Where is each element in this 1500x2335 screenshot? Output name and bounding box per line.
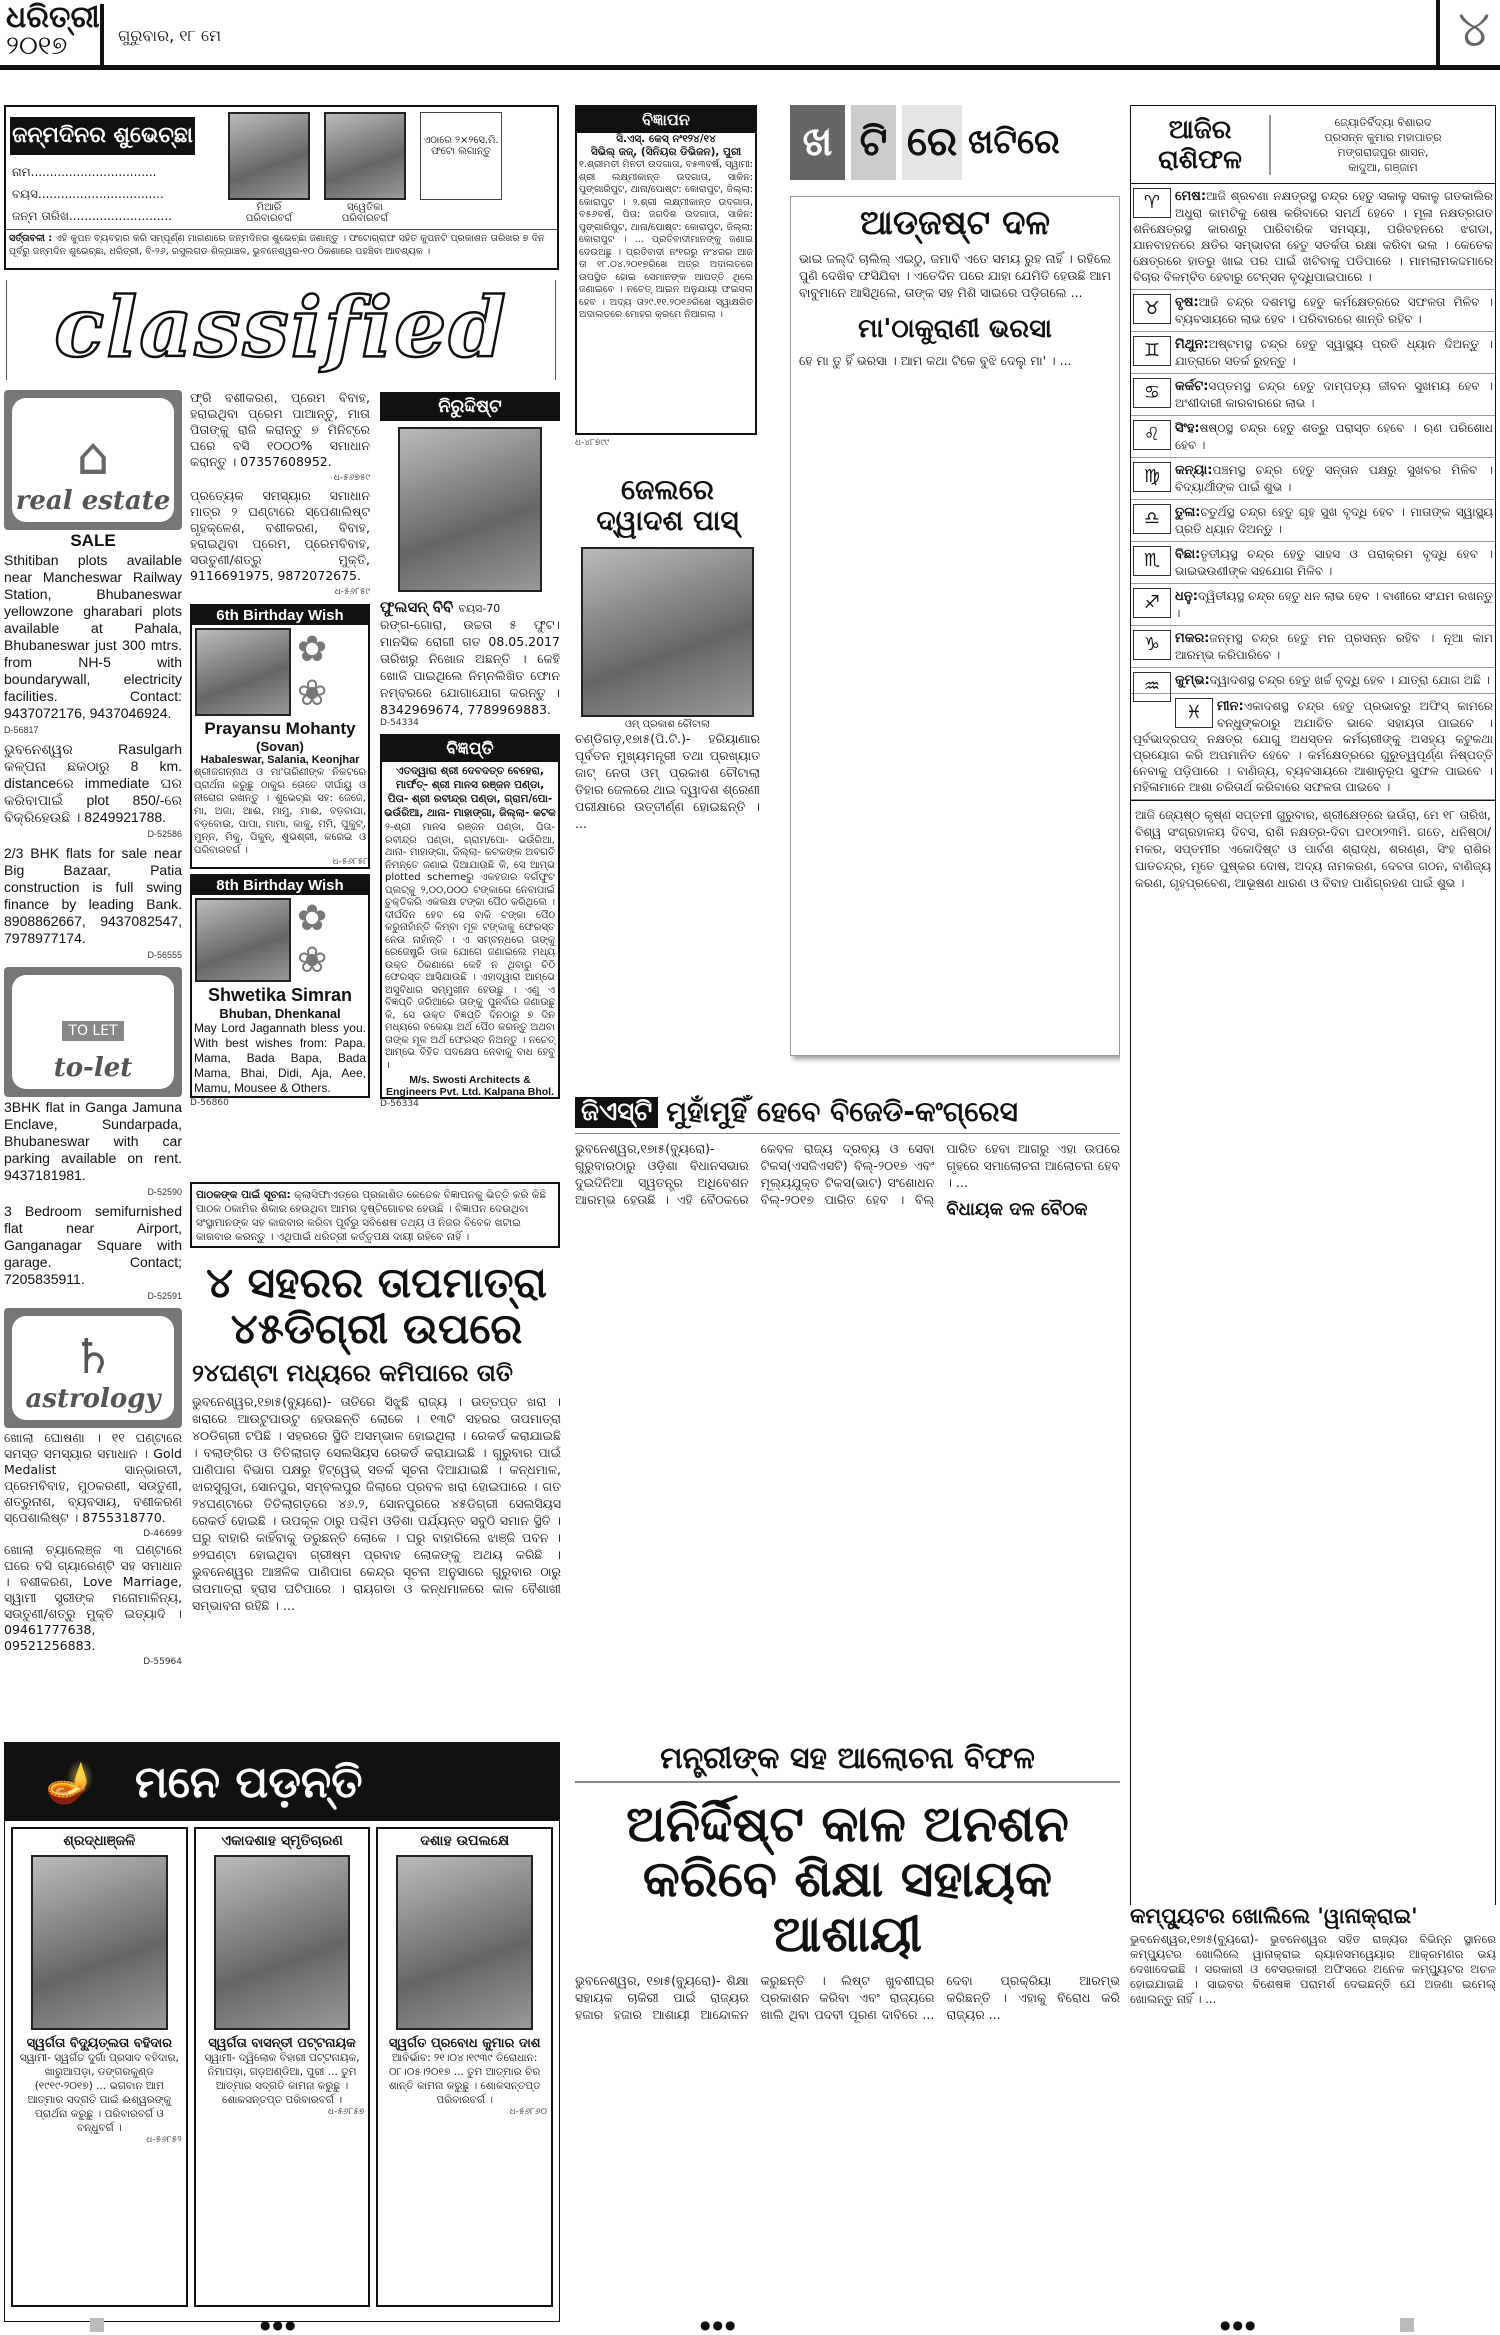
rashi-entry: ♌ ସିଂହ:ଷଷ୍ଠସ୍ଥ ଚନ୍ଦ୍ର ହେତୁ ଶତ୍ରୁ ପରାସ୍ତ ହେବେ । ଋଣ ପରିଶୋଧ ହେବ । [1131, 416, 1495, 458]
flower-icon: ✿ ❀ [297, 898, 328, 981]
ad-code: ଧ-୫୬୮୫୮ [332, 857, 368, 867]
khati-body-2: ହେ ମା ତୁ ହିଁ ଭରସା । ଆମ କଥା ଟିକେ ବୁଝି ଦେଲୁ ମା' । ... [799, 352, 1072, 368]
rashi-entry: ♈ ମେଷ:ଆଜି ଶ୍ରବଣା ନକ୍ଷତ୍ରସ୍ଥ ଚନ୍ଦ୍ର ହେତୁ ସକାଳୁ ସକାଳୁ ଗତକାଲିର ଅଧୁରା କାମଟିକୁ ଶେଷ କରିବାରେ ସମର୍ଥ ହେବେ । ମୂଳା ନକ୍ଷତ୍ରଗତ ଶନିକ୍ଷେତ୍ରସ୍ଥ କାରଣରୁ ପାରିବାରିକ ସମସ୍ୟା, ପରିବହନରେ ଝଗଡା, ଯାନବାହନରେ କ୍ଷତିର ସମ୍ଭାବନା ହେତୁ ସତର୍କତା ରକ୍ଷା କରିବା ଭଲ । କେତେକ କ୍ଷେତ୍ରରେ ହାତରୁ ଖାଇ ପର ପାଇଁ ଖଟିବାକୁ ପଡିପାରେ । ମାମଲାମକଦ୍ଦମାରେ ବିଚାର ବିଳମ୍ବିତ ହେବାରୁ ଟେନ୍ସନ ବୃଦ୍ଧିପାଇପାରେ । [1131, 184, 1495, 290]
photo-caption: ମିଆରିଁ [256, 202, 282, 213]
child-place: Habaleswar, Salania, Keonjhar [200, 754, 360, 766]
memorial-section [4, 1742, 560, 2322]
court-ad-banner: ବିଜ୍ଞାପନ [577, 107, 755, 133]
khati-body: ଭାଇ ଜଲ୍‌ଦି ଚାଲିଲ୍ ଏଇଠୁ, ଜମାବି ଏତେ ସମୟ ରୁହ ନାହିଁ । ରହିଲେ ପୁଣି ଦେଖିବ ଫସିଯିବା । ଏତେଦିନ ପରେ ଯାହା ଯେମିତି ହେଉଛି ଆମ ବାବୁମାନେ ଆସିଥିଲେ, ତାଙ୍କ ସହ ମିଶି ସାଇରେ ପଡ଼ିଗଲେ ... [799, 251, 1111, 301]
registration-dots: ●●● [1220, 2318, 1258, 2332]
notice-signature: M/s. Swosti Architects & Engineers Pvt. Ltd. Kalpana Bhol. [385, 1074, 555, 1098]
notice-body: ୨-ଶ୍ରୀ ମାନସ ରଞ୍ଜନ ପଣ୍ଡା, ପିତା- ରବୀନ୍ଦ୍ର ପଣ୍ଡା, ଗ୍ରାମ/ପୋ- ଭଉଁରିଆ, ଥାନା- ମାହାଙ୍ଗା, ଜିଲ୍ଲା- କଟକଙ୍କ ଅବଗତି ନିମନ୍ତେ ଜଣାଇ ଦିଆଯାଉଛି କି, ସେ ଆମ୍ଭ plotted schemeରୁ ଏକହଜାର ବର୍ଗଫୁଟ ପ୍ଲଟ୍‌କୁ ୨,୦୦,୦୦୦ ଟଙ୍କାରେ ନେବାପାଇଁ ଚୁକ୍ତିକରି ଏକଲକ୍ଷ ଟଙ୍କା ପୈଠ କରିଥିଲେ । ଦୀର୍ଘଦିନ ହେବ ସେ ବାକି ଟଙ୍କା ପୈଠ କରୁନାହାଁନ୍ତି କିମ୍ବା ମୂଳ ଟଙ୍କାକୁ ଫେରସ୍ତ ନେଉ ନାହାଁନ୍ତି । ଏ ସମ୍ବନ୍ଧରେ ତାଙ୍କୁ ରେଜେଷ୍ଟ୍ରି ଡାକ ଯୋଗେ ଜଣାଇଲେ ମଧ୍ୟ ଉକ୍ତ ଠିକଣାରେ କେହି ନ ଥିବାରୁ ଚିଠି ଫେରସ୍ତ ଆସିଯାଉଛି । ଏହାଦ୍ୱାରା ଆମ୍ଭେ ଅସୁବିଧାର ସମ୍ମୁଖୀନ ହେଉଛୁ । ଏଣୁ ଏ ବିଜ୍ଞପ୍ତି ଜରିଆରେ ତାଙ୍କୁ ପୁନର୍ବାର ଜଣାଉଛୁ କି, ସେ ଉକ୍ତ ବିଜ୍ଞପ୍ତି ଦିନଠାରୁ ୭ ଦିନ ମଧ୍ୟରେ ବକେୟା ଅର୍ଥ ପୈଠ କରନ୍ତୁ ଅଥବା ତାଙ୍କ ମୂଳ ଅର୍ଥ ଫେରସ୍ତ ନିଅନ୍ତୁ । ନଚେତ୍ ଆମ୍ଭେ ବିହିତ ପଦକ୍ଷେପ ନେବାକୁ ବାଧ ହେବୁ । [385, 822, 555, 1071]
registration-mark [90, 2318, 104, 2332]
computer-story [1130, 1905, 1496, 2320]
deceased-photo [396, 1855, 533, 2030]
heat-body: ଭୁବନେଶ୍ୱର,୧୭ା୫(ବ୍ୟୁରୋ)- ତାତିରେ ସିଝୁଛି ରାଜ୍ୟ । ଉତ୍ତପ୍ତ ଖରା । ଖରାରେ ଆଉଟୁପାଉଟୁ ହେଉଛନ୍ତି ଲୋକେ । ୧୩ଟି ସହରର ତାପମାତ୍ରା ୪୦ଡିଗ୍ରୀ ଟପିଛି । ସହରରେ ସ୍ଥିତି ଅସମ୍ଭାଳ ହୋଇଥିଲା । ରେକର୍ଡ କରାଯାଇଛି । ବଲାଙ୍ଗିର ଓ ତିତିଲାଗଡ଼ ସେଲସିୟସ ରେକର୍ଡ କରାଯାଇଛି । ଗୁରୁବାର ପାଇଁ ପାଣିପାଗ ବିଭାଗ ପକ୍ଷରୁ ହିଟ୍‌ୱେଭ୍ ସତର୍କ ସୂଚନା ଦିଆଯାଇଛି । କନ୍ଧମାଳ, ଝାରସୁଗୁଡା, ସୋନପୁର, ସମ୍ବଲପୁର ଜିଲାରେ ପ୍ରବଳ ଖରା ହୋଇପାରେ । ଗତ ୨୪ଘଣ୍ଟାରେ ତିତିଲାଗଡ଼ରେ ୪୬.୨, ସୋନପୁରରେ ୪୫ଡିଗ୍ରୀ ସେଲସିୟସ ରେକର୍ଡ ହୋଇଛି । ଉପକୂଳ ଠାରୁ ପଶ୍ଚିମ ଓଡିଶା ପର୍ଯ୍ୟନ୍ତ ସବୁଠି ସମାନ ସ୍ଥିତି । ଘରୁ ବାହାରି କାହିଁବାକୁ ଡରୁଛନ୍ତି ଲୋକେ । ଘରୁ ବାହାରିଲେ ଝାଞ୍ଜି ପବନ । ୭୨ଘଣ୍ଟା ହୋଇଥିବା ଗ୍ରୀଷ୍ମ ପ୍ରବାହ ଲୋକଙ୍କୁ ଅଥୟ କରିଛି । ଭୁବନେଶ୍ୱର ଆଞ୍ଚଳିକ ପାଣିପାଗ କେନ୍ଦ୍ର ସୂଚନା ଅନୁସାରେ ଗୁରୁବାର ଠାରୁ ତାପମାତ୍ରା ହ୍ରାସ ଘଟିପାରେ । ରାୟଗଡା ଓ କନ୍ଧମାଳରେ କାଳ ବୈଶାଖୀ ସମ୍ଭାବନା ରହିଛି । ... [192, 1393, 561, 1613]
child-name: Prayansu Mohanty [204, 719, 356, 738]
computer-headline: କମ୍ପ୍ୟୁଟର ଖୋଲିଲେ 'ୱାନାକ୍ରାଇ' [1130, 1905, 1418, 1928]
ad-code: D-54334 [380, 718, 419, 728]
child-photo [324, 112, 406, 200]
classifieds-column-2 [190, 390, 370, 1178]
astrology-tile [4, 1308, 182, 1428]
registration-dots: ●●● [260, 2318, 298, 2332]
ad-code: D-56860 [190, 1098, 229, 1108]
rashi-entry: ♒ କୁମ୍ଭ:ଦ୍ୱାଦଶସ୍ଥ ଚନ୍ଦ୍ର ହେତୁ ଖର୍ଚ୍ଚ ବୃଦ୍ଧି ହେବ । ଯାତ୍ରା ଯୋଗ ଅଛି । [1131, 668, 1495, 694]
birthdate-field[interactable]: ଜନ୍ମ ତାରିଖ........................... [12, 209, 172, 223]
court-ad-body: ୧.ଶ୍ରୀମତୀ ମିନତୀ ଉଦଗାତା, ବ୫୩ବର୍ଷ, ସ୍ୱାମୀ: ଶ୍ରୀ ଲକ୍ଷ୍ମୀକାନ୍ତ ଉଦଗାତା, ସାକିନ: ପୁଙ୍ଗାରିପୁଟ, ଥାନା/ପୋଷ୍ଟ: କୋରାପୁଟ, ଜିଲ୍ଲା: କୋରାପୁଟ । ୨.ଶ୍ରୀ ଲକ୍ଷ୍ମୀକାନ୍ତ ଉଦଗାତା, ବ୫୬ବର୍ଷ, ପିତା: ଜଗଦିଶ ଉଦଗାତା, ସାକିନ: ପୁଙ୍ଗାରିପୁଟ, ଥାନା/ପୋଷ୍ଟ: କୋରାପୁଟ, ଜିଲ୍ଲା: କୋରାପୁଟ । ... ପ୍ରତିବାଦୀମାନଙ୍କୁ ଜଣାଇ ଦେଉଅଛୁ । ପ୍ରତିବାଦୀ ନଂ୧ରରୁ ନଂ୪ରର ଆଜ ତା ୧୮.୦୪.୨୦୧୭ରିଖେ ଅତ୍ର ଅଦାଲତରେ ଉପସ୍ଥିତ ହୋଇ ସେମାନଙ୍କ ଆପତ୍ତି ଥିଲେ ଜଣାଇବେ । ନଚେତ୍ ଆଇନ ଅନୁଯାୟୀ ଫଇସଲା ହେବ । ଅଦ୍ୟ ତା୨୯.୧୧.୨୦୧୬ରିଖେ ସ୍ୱାକ୍ଷରିତ ଅଦାଲତରେ ମୋହର କ୍ରମେ ନିଆଗଲା । [579, 159, 753, 320]
wish-message: May Lord Jagannath bless you. With best wishes from: Papa. Mama, Bada Bapa, Bada Mama, Bhai, Didi, Aja, Aee, Mamu, Mousee & Others. [194, 1021, 366, 1095]
khati-article [790, 196, 1120, 1056]
missing-banner: ନିରୁଦ୍ଦିଷ୍ଟ [380, 392, 560, 421]
house-icon: ⌂ [76, 427, 110, 487]
masthead [0, 0, 1500, 70]
rashi-entry: ♏ ବିଛା:ତୃତୀୟସ୍ଥ ଚନ୍ଦ୍ର ହେତୁ ସାହସ ଓ ପରାକ୍ରମ ବୃଦ୍ଧି ହେବ । ଭାଇଭଉଣୀଙ୍କ ସହଯୋଗ ମିଳିବ । [1131, 542, 1495, 584]
rashi-entry: ♍ କନ୍ୟା:ପଞ୍ଚମସ୍ଥ ଚନ୍ଦ୍ର ହେତୁ ସନ୍ତାନ ପକ୍ଷରୁ ସୁଖବର ମିଳିବ । ବିଦ୍ୟାର୍ଥୀଙ୍କ ପାଇଁ ଶୁଭ । [1131, 458, 1495, 500]
rashiphala-header [1131, 106, 1495, 184]
registration-dots: ●●● [700, 2318, 738, 2332]
rashi-entry: ♓ ମୀନ:ଏକାଦଶସ୍ଥ ଚନ୍ଦ୍ର ହେତୁ ପ୍ରଭାବରୁ ଅଫିସ୍ କାମରେ ବନ୍ଧୁଙ୍କଠାରୁ ଅଯାଚିତ ଭାବେ ସହାୟତା ପାଇବେ । ପୂର୍ବଭାଦ୍ରପଦ୍ ନକ୍ଷତ୍ର ଯୋଗୁ ଅଧସ୍ତନ କର୍ମଚାରୀଙ୍କୁ ଅସହ୍ୟ କଟୁକଥା ପ୍ରୟୋଗ କରି ଅପମାନିତ ହେବେ । କର୍ମକ୍ଷେତ୍ରରେ ଗୁରୁତ୍ୱପୂର୍ଣ୍ଣ ନିଷ୍ପତ୍ତି ନେବାକୁ ପଡ଼ିପାରେ । ବାଣିଜ୍ୟ, ବ୍ୟବସାୟରେ ଆଶାନୁରୂପ ସୁଫଳ ପାଇବେ । ମହିଳାମାନେ ଆଶା ଚରିତାର୍ଥ କରିବାରେ ସଫଳତା ପାଇବେ । [1131, 694, 1495, 800]
memorial-card: ଏକାଦଶାହ ସ୍ମୃତିଚାରଣ ସ୍ୱର୍ଗତା ବାସନ୍ତୀ ପଟ୍ଟନାୟକ ସ୍ୱାମୀ- ଦ୍ୱିଲୋକ ବିହାରୀ ପଟ୍ଟନାୟକ, ନିମାପଡ଼ା, ଗଡ଼ଅଣ୍ଡିଆ, ପୁରୀ ... ତୁମ ଆତ୍ମାର ସଦ୍‌ଗତି କାମନା କରୁଛୁ । ଶୋକସନ୍ତପ୍ତ ପରିବାରବର୍ଗ । ଧ-୫୬୮୫୭ [194, 1827, 371, 2307]
photo-sub: ପରିବାରବର୍ଗ [341, 213, 389, 224]
gst-subhead: ବିଧାୟକ ଦଳ ବୈଠକ [946, 1199, 1088, 1220]
classified-ad: ପ୍ରତ୍ୟେକ ସମସ୍ୟାର ସମାଧାନ ମାତ୍ର ୨ ଘଣ୍ଟାରେ ସ୍ପେଶାଲିଷ୍ଟ ଗୃହକ୍ଳେଶ, ବଶୀକରଣ, ବିବାହ, ହରାଇଥିବା ପ୍ରେମ, ପ୍ରେମବିବାହ, ସଉତୁଣୀ/ଶତ୍ରୁ ମୁକ୍ତି, 9116691975, 9872072675. ଧ-୫୬୮୫୯ [190, 488, 370, 597]
tile-label: to-let [53, 1053, 133, 1083]
zodiac-icon: ♒ [1133, 672, 1171, 702]
ad-code: ଧ-୪୮୭୯୯ [575, 438, 610, 448]
photo-sub: ପରିବାରବର୍ଗ [245, 213, 293, 224]
classifieds-column-3 [380, 392, 560, 1172]
real-estate-tile [4, 390, 182, 530]
memorial-banner: 🪔 ମନେ ପଡ଼ନ୍ତି [5, 1743, 559, 1821]
gst-body: ଭୁବନେଶ୍ୱର,୧୭ା୫(ବ୍ୟୁରୋ)- ଗୁରୁବାରଠାରୁ ଓଡ଼ିଶା ବିଧାନସଭାର ଦୁଇଦିନିଆ ସ୍ୱତନ୍ତ୍ର ଅଧିବେଶନ ଆରମ୍ଭ ହେଉଛି । ଏହି ବୈଠକରେ କେବଳ ରାଜ୍ୟ ଦ୍ରବ୍ୟ ଓ ସେବା ଟିକସ(ଏସଜିଏସଟି) ବିଲ୍-୨୦୧୭ ଏବଂ ମୂଲ୍ୟଯୁକ୍ତ ଟିକସ(ଭାଟ) ସଂଶୋଧନ ବିଲ୍-୨୦୧୭ ପାରିତ ହେବ । ବିଲ୍ ପାରିତ ହେବା ଆଗରୁ ଏହା ଉପରେ ଗୃହରେ ସମାଲୋଚନା ଆଲୋଚନା ହେବ । ... ବିଧାୟକ ଦଳ ବୈଠକ [575, 1141, 1120, 1220]
classified-ad: 2/3 BHK flats for sale near Big Bazaar, Patia construction is full swing finance by leading Bank. 8908862667, 9437082547, 7978977174. D-56555 [4, 845, 182, 960]
rashi-entry: ♉ ବୃଷ:ଆଜି ଚନ୍ଦ୍ର ଦଶମସ୍ଥ ହେତୁ କର୍ମକ୍ଷେତ୍ରରେ ସଫଳତା ମିଳିବ । ବ୍ୟବସାୟରେ ଲାଭ ହେବ । ପରିବାରରେ ଶାନ୍ତି ରହିବ । [1131, 290, 1495, 332]
wish-banner: 6th Birthday Wish [192, 606, 368, 625]
rashiphala-title: ଆଜିର ରାଶିଫଳ [1131, 115, 1271, 175]
missing-person-photo [398, 427, 542, 592]
reader-notice: ପାଠକଙ୍କ ପାଇଁ ସୂଚନା: କ୍ଲାସିଫାଏଡ୍‌ରେ ପ୍ରକାଶିତ କେତେକ ବିଜ୍ଞାପନକୁ ଭିତ୍ତି କରି କିଛି ପାଠକ ଠକାମିର ଶିକାର ହେଉଥିବା ଆମର ଦୃଷ୍ଟିଗୋଚର ହେଉଛି । ବିଜ୍ଞାପନ ଦେଉଥିବା ସଂସ୍ଥାମାନଙ୍କ ସହ କାରବାର କରିବା ପୂର୍ବରୁ ସବିଶେଷ ତଥ୍ୟ ଓ ନିଜର ବିବେକ ଖଟାଇ କାରବାର କରନ୍ତୁ । ଏଥିପାଇଁ ଧରିତ୍ରୀ କର୍ତ୍ତୃପକ୍ଷ ଦାୟୀ ରହିବେ ନାହିଁ । [190, 1182, 560, 1248]
jail-story [575, 475, 760, 1090]
classified-ad: 3BHK flat in Ganga Jamuna Enclave, Sundarpada, Bhubaneswar with car parking available on rent. 9437181981. D-52590 [4, 1099, 182, 1197]
zodiac-icon: ♎ [1133, 504, 1171, 534]
khati-subhead: ମା'ଠାକୁରାଣୀ ଭରସା [858, 314, 1052, 345]
rashi-entry: ♎ ତୁଳା:ଚତୁର୍ଥସ୍ଥ ଚନ୍ଦ୍ର ହେତୁ ଗୃହ ସୁଖ ବୃଦ୍ଧି ହେବ । ମାତାଙ୍କ ସ୍ୱାସ୍ଥ୍ୟ ପ୍ରତି ଧ୍ୟାନ ଦିଅନ୍ତୁ । [1131, 500, 1495, 542]
birthday-wish-ad [190, 874, 370, 1098]
child-name: Shwetika Simran [207, 985, 353, 1005]
gst-story [575, 1095, 1120, 1725]
ad-code: D-56334 [380, 1099, 419, 1109]
zodiac-icon: ♑ [1133, 630, 1171, 660]
photo-caption: ଓମ୍ ପ୍ରକାଶ ଚୌଟାଲା [624, 718, 711, 730]
jail-body: ଚଣ୍ଡିଗଡ଼,୧୭ା୫(ପି.ଟି.)- ହରିୟାଣାର ପୂର୍ବତନ ମୁଖ୍ୟମନ୍ତ୍ରୀ ତଥା ପ୍ରଖ୍ୟାତ ଜାଟ୍ ନେତା ଓମ୍ ପ୍ରକାଶ ଚୌଟାଲା ତିହାର ଜେଲରେ ଥାଇ ଦ୍ୱାଦଶ ଶ୍ରେଣୀ ପରୀକ୍ଷାରେ ଉତ୍ତୀର୍ଣ୍ଣ ହୋଇଛନ୍ତି । ... [575, 730, 760, 831]
chautala-photo [581, 547, 754, 717]
zodiac-icon: ♓ [1175, 698, 1213, 728]
to-let-sign: TO LET [62, 1021, 123, 1041]
classified-ad: ଫ୍ରି ବଶୀକରଣ, ପ୍ରେମ ବିବାହ, ହରାଇଥିବା ପ୍ରେମ ପାଆନ୍ତୁ, ମାତା ପିତାଙ୍କୁ ରାଜି କରାନ୍ତୁ ୭ ମିନିଟ୍‌ରେ ଘରେ ବସି ୧୦୦୦% ସମାଧାନ କରାନ୍ତୁ । 07357608952. ଧ-୫୬୭୫୯ [190, 390, 370, 483]
deceased-photo [214, 1855, 351, 2030]
jail-headline: ଜେଲରେ ଦ୍ୱାଦଶ ପାସ୍ [596, 475, 739, 537]
heat-subhead: ୨୪ଘଣ୍ଟା ମଧ୍ୟରେ କମିପାରେ ତାତି [192, 1359, 513, 1388]
flower-icon: ✿ ❀ [297, 629, 328, 714]
zodiac-icon: ♊ [1133, 336, 1171, 366]
khati-banner: ଖ ଟି ରେ ଖଟିରେ [790, 105, 1120, 180]
newspaper-logo: ଧରିତ୍ରୀ ୨୦୧୭ [6, 0, 100, 61]
classified-ad: 3 Bedroom semifurnished flat near Airport, Ganganagar Square with garage. Contact; 7205835911. D-52591 [4, 1203, 182, 1301]
gst-headline: ଜିଏସ୍‌ଟି ମୁହାଁମୁହିଁ ହେବେ ବିଜେଡି-କଂଗ୍ରେସ [575, 1095, 1120, 1134]
classified-ad: Sthitiban plots available near Mancheswar Railway Station, Bhubaneswar yellowzone gharabari plots available at Pahala, Bhubaneswar just 300 mtrs. from NH-5 with boundarywall, electricity facilities. Contact: 9437072176, 9437046924. D-56817 [4, 552, 182, 735]
planet-icon: ♄ [71, 1329, 115, 1385]
memorial-items [5, 1821, 559, 2313]
age-field[interactable]: ବୟସ................................. [12, 187, 164, 201]
zodiac-icon: ♌ [1133, 420, 1171, 450]
notice-banner: ବିଜ୍ଞପ୍ତି [382, 736, 558, 762]
classified-ad: ଖୋଲା ଘୋଷଣା । ୧୧ ଘଣ୍ଟାରେ ସମସ୍ତ ସମସ୍ୟାର ସମାଧାନ । Gold Medalist ସାନ୍ଭାରତୀ, ପ୍ରେମବିବାହ, ମୁଠକରଣୀ, ସଉତୁଣୀ, ଶତ୍ରୁନାଶ, ବ୍ୟବସାୟ, ବଶୀକରଣ ସ୍ପେଶାଲିଷ୍ଟ । 8755318770. D-46699 [4, 1430, 182, 1539]
teachers-story [575, 1742, 1120, 2322]
photo-caption: ସ୍ୱେତିକା [347, 202, 383, 213]
classified-ad: ଭୁବନେଶ୍ୱର Rasulgarh କଳ୍ପନା ଛକଠାରୁ 8 km. distanceରେ immediate ଘର କରିବାପାଇଁ plot 850/-ରେ ବିକ୍ରିହେଉଛି । 8249921788. D-52586 [4, 741, 182, 839]
missing-person: ଫୁଲସନ୍ ବିବି ବୟସ-70 [380, 598, 501, 616]
astrologer-byline: ଜ୍ୟୋତିର୍ବିଦ୍ୟା ବିଶାରଦ ପ୍ରସନ୍ନ କୁମାର ମହାପାତ୍ର ମଙ୍ଗରାଜପୁର ଶାସନ, କାଦୁଆ, ଗଞ୍ଜାମ [1324, 115, 1442, 174]
name-field[interactable]: ନାମ................................. [12, 165, 157, 179]
rashi-entry: ♊ ମିଥୁନ:ଅଷ୍ଟମସ୍ଥ ଚନ୍ଦ୍ର ହେତୁ ସ୍ୱାସ୍ଥ୍ୟ ପ୍ରତି ଧ୍ୟାନ ଦିଅନ୍ତୁ । ଯାତ୍ରାରେ ସତର୍କ ରୁହନ୍ତୁ । [1131, 332, 1495, 374]
child-photo [195, 628, 291, 716]
court-name: ସିଭିଲ୍ ଜଜ୍, (ସିନିୟର ଡିଭିଜନ), ପୁରୀ [590, 146, 742, 158]
rashiphala-column [1130, 105, 1496, 1905]
page-number: ୪ [1436, 0, 1490, 66]
birthday-coupon [4, 105, 559, 270]
case-number: ସି.ଏସ୍. କେସ୍ ନଂ୧୨୪/୧୪ [616, 133, 716, 145]
tile-label: astrology [25, 1384, 161, 1414]
diya-lamp-icon: 🪔 [45, 1759, 95, 1806]
memorial-card: ଦଶାହ ଉପଲକ୍ଷେ ସ୍ୱର୍ଗତ ପ୍ରବୋଧ କୁମାର ଦାଶ ଆବିର୍ଭାବ: ୨୧।୦୪।୧୯୩୯ ତିରୋଧାନ: ୦୮।୦୫।୨୦୧୭ ... ତୁମ ଆତ୍ମାର ଚିର ଶାନ୍ତି କାମନା କରୁଛୁ । ଶୋକସନ୍ତପ୍ତ ପରିବାରବର୍ଗ । ଧ-୫୬୮୬୦ [376, 1827, 553, 2307]
child-photo [228, 112, 310, 200]
rashi-list [1131, 184, 1495, 800]
coupon-terms: ସର୍ତ୍ତାବଳୀ : ଏହି କୁପନ ବ୍ୟବହାର କରି ସମ୍ପୂର୍ଣ୍ଣ ମାଗଣାରେ ଜନ୍ମଦିନର ଶୁଭେଚ୍ଛା ଜଣାନ୍ତୁ । ଫଟୋଗ୍ରାଫ ସହିତ କୁପନଟି ପ୍ରକାଶନ ତାରିଖର ୭ ଦିନ ପୂର୍ବରୁ ଜନ୍ମଦିନ ଶୁଭେଚ୍ଛା, ଧରିତ୍ରୀ, ବି-୨୬, ରସୁଲଗଡ ଶିଳ୍ପାଞ୍ଚଳ, ଭୁବନେଶ୍ୱର-୧୦ ଠିକଣାରେ ପହଞ୍ଚିବା ଆବଶ୍ୟକ । [6, 229, 557, 260]
computer-body: ଭୁବନେଶ୍ୱର,୧୭ା୫(ବ୍ୟୁରୋ)- ଭୁବନେଶ୍ୱର ସହିତ ରାଜ୍ୟର ବିଭିନ୍ନ ସ୍ଥାନରେ କମ୍ପ୍ୟୁଟର ଖୋଲିଲେ ୱାନାକ୍ରାଇ ର୍‍ୟାନସମୱେୟାର ଆକ୍ରମଣର ଭୟ ଦେଖାଦେଇଛି । ସରକାରୀ ଓ ବେସରକାରୀ ଅଫିସରେ ଅନେକ କମ୍ପ୍ୟୁଟର ଅଚଳ ହୋଇଯାଇଛି । ସାଇବର ବିଶେଷଜ୍ଞ ପରାମର୍ଶ ଦେଇଛନ୍ତି ଯେ ଅଜଣା ଇମେଲ୍ ଖୋଲନ୍ତୁ ନାହିଁ । ... [1130, 1932, 1496, 2007]
zodiac-icon: ♐ [1133, 588, 1171, 618]
child-photo [195, 898, 291, 982]
divider [100, 4, 104, 66]
zodiac-icon: ♋ [1133, 378, 1171, 408]
zodiac-icon: ♉ [1133, 294, 1171, 324]
teachers-headline: ଅନିର୍ଦ୍ଦିଷ୍ଟ କାଳ ଅନଶନ କରିବେ ଶିକ୍ଷା ସହାୟକ ଆଶାୟୀ [626, 1795, 1069, 1963]
khati-headline: ଆଡ୍‌ଜଷ୍ଟ ଦଳ [859, 203, 1051, 243]
rashi-entry: ♑ ମକର:ଜନ୍ମସ୍ଥ ଚନ୍ଦ୍ର ହେତୁ ମନ ପ୍ରସନ୍ନ ରହିବ । ନୂଆ କାମ ଆରମ୍ଭ କରିପାରିବେ । [1131, 626, 1495, 668]
rashi-entry: ♐ ଧନୁ:ଦ୍ୱିତୀୟସ୍ଥ ଚନ୍ଦ୍ର ହେତୁ ଧନ ଲାଭ ହେବ । ବାଣୀରେ ସଂଯମ ରଖନ୍ତୁ । [1131, 584, 1495, 626]
memorial-card: ଶ୍ରଦ୍ଧାଞ୍ଜଳି ସ୍ୱର୍ଗତା ବିଦ୍ୟୁତ୍‌ଲତା ବହିଦାର ସ୍ୱାମୀ- ସ୍ୱର୍ଗତ ଦୁର୍ଗା ପ୍ରସାଦ ବହିଦାର, ଖାରୁଆପଡ଼ା, ଡଙ୍ଗରକୁଣ୍ଡ (୧୯୧୯-୨୦୧୭) ... ଭଗବାନ ଆମ ଆତ୍ମାର ସଦ୍‌ଗତି ପାଇଁ ଈଶ୍ୱରଙ୍କୁ ପ୍ରାର୍ଥନା କରୁଛୁ । ପରିବାରବର୍ଗ ଓ ବନ୍ଧୁବର୍ଗ । ଧ-୫୬୮୫୨ [11, 1827, 188, 2307]
ministers-headline: ମନ୍ତ୍ରୀଙ୍କ ସହ ଆଲୋଚନା ବିଫଳ [575, 1742, 1120, 1783]
classifieds-column-1 [4, 390, 182, 1740]
child-nickname: (Sovan) [256, 739, 304, 754]
child-place: Bhuban, Dhenkanal [219, 1006, 341, 1021]
zodiac-icon: ♈ [1133, 188, 1171, 218]
missing-details: ରଙ୍ଗ-ଗୋରା, ଉଚ୍ଚତା ୫ ଫୁଟ। ମାନସିକ ରୋଗୀ ଗତ 08.05.2017 ତାରିଖରୁ ନିଖୋଜ ଅଛନ୍ତି । କେହି ଖୋଜି ପାଇଥିଲେ ନିମ୍ନଲିଖିତ ଫୋନ ନମ୍ବରରେ ଯୋଗାଯୋଗ କରନ୍ତୁ । 8342969674, 7789969883. [380, 617, 560, 717]
registration-mark [1400, 2318, 1414, 2332]
heat-story [192, 1260, 561, 1725]
khati-column [790, 105, 1120, 1075]
birthday-wish-ad [190, 604, 370, 869]
photo-placeholder: ଏଠାରେ ୨×୨ସେ.ମି. ଫଟୋ ଲଗାନ୍ତୁ [420, 112, 502, 200]
zodiac-icon: ♍ [1133, 462, 1171, 492]
zodiac-icon: ♏ [1133, 546, 1171, 576]
wish-message: ଶ୍ରୀଜଗନ୍ନାଥ ଓ ମା'ତାରିଣୀଙ୍କ ନିକଟରେ ପ୍ରାର୍ଥନା କରୁଛୁ ଠାକୁର ତୋତେ ଦୀର୍ଘାୟୁ ଓ ନୀରୋଗ ରଖନ୍ତୁ । ଶୁଭେଚ୍ଛା ସହ: ଜେଜେ, ମା, ଅଜା, ଆଈ, ମାମୁ, ମାଈ, ବଡ଼ବାପା, ବଡ଼ବୋଉ, ପାପା, ମାମା, କାକୁ, ମମି, ପୁକୁଟ୍, ମୁନ୍ନ, ମିକୁ, ପିକୁନ୍, ଶୁଭଶ୍ରୀ, କରେଇ ଓ ପରିବାରବର୍ଗ । [194, 767, 366, 856]
wish-banner: 8th Birthday Wish [192, 876, 368, 895]
classified-banner: classified [6, 280, 556, 380]
notice-heading: ଏତଦ୍ୱାରା ଶ୍ରୀ ଦେବଦତ୍ତ ବେହେରା, ମାର୍ଫତ୍- ଶ୍ରୀ ମାନସ ରଞ୍ଜନ ପଣ୍ଡା, ପିତା- ଶ୍ରୀ ରବୀନ୍ଦ୍ର ପଣ୍ଡା, ଗ୍ରାମ/ପୋ- ଭଉଁରିଆ, ଥାନା- ମାହାଙ୍ଗା, ଜିଲ୍ଲା- କଟକ [384, 765, 556, 819]
notice-ad [380, 734, 560, 1099]
panchanga: ଆଜି ଜ୍ୟେଷ୍ଠ କୃଷ୍ଣ ସପ୍ତମୀ ଗୁରୁବାର, ଶ୍ରୀକ୍ଷେତ୍ରେ ଭଉଁରା, ମେ ୧୮ ତାରିଖ, ବିଶ୍ୱ ସଂଗ୍ରହାଳୟ ଦିବସ, ରାଶି ନକ୍ଷତ୍ର-ଦିବା ଘ୧୦ା୨୩ମି. ଗତେ, ଧନିଷ୍ଠା/ମକର, ସପ୍ତମୀର ଏକୋଦିଷ୍ଟ ଓ ପାର୍ବଣ ଶ୍ରାଦ୍ଧ, ଶରଣ୍ଣ, ସିଂହ ରାଶିର ଘାତଚନ୍ଦ୍ର, ମୃତେ ପୁଷ୍କର ଦୋଷ, ଅଦ୍ୟ ନାମକରଣ, ଦେବତା ଗଠନ, ବାଣିଜ୍ୟ କରଣ, ଗୃହପ୍ରବେଶ, ଆଭୂଷଣ ଧାରଣ ଓ ବିବାହ ପାଣିଗ୍ରହଣ ପାଇଁ ଶୁଭ । [1131, 800, 1495, 898]
deceased-photo [31, 1855, 168, 2030]
to-let-tile [4, 967, 182, 1097]
coupon-title: ଜନ୍ମଦିନର ଶୁଭେଚ୍ଛା [10, 117, 195, 155]
teachers-body: ଭୁବନେଶ୍ୱର, ୧୭ା୫(ବ୍ୟୁରୋ)- ଶିକ୍ଷା ସହାୟକ ଚାକିରୀ ପାଇଁ ରାଜ୍ୟର ହଜାର ହଜାର ଆଶାୟୀ ଆନ୍ଦୋଳନ କରୁଛନ୍ତି । ଲିଷ୍ଟ ଖୁବଶୀଘ୍ର ପ୍ରକାଶନ କରିବା ଏବଂ ରାଜ୍ୟରେ ଖାଲି ଥିବା ପଦବୀ ପୂରଣ ଦାବିରେ ... ଦେବା ପ୍ରକ୍ରିୟା ଆରମ୍ଭ କରିଛନ୍ତି । ଏହାକୁ ବିରୋଧ କରି ରାଜ୍ୟର ... [575, 1973, 1120, 2022]
classified-ad: ଖୋଲା ଚ୍ୟାଲେଞ୍ଜ ୩ ଘଣ୍ଟାରେ ଘରେ ବସି ଗ୍ୟାରେଣ୍ଟି ସହ ସମାଧାନ । ବଶୀକରଣ, Love Marriage, ସ୍ୱାମୀ ସ୍ତ୍ରୀଙ୍କ ମନୋମାଳିନ୍ୟ, ସଉତୁଣୀ/ଶତ୍ରୁ ମୁକ୍ତି ଇତ୍ୟାଦି । 09461777638, 09521256883. D-55964 [4, 1542, 182, 1667]
sale-heading: SALE [70, 531, 116, 550]
issue-date: ଗୁରୁବାର, ୧୮ ମେ [118, 26, 222, 45]
court-ad [575, 105, 757, 435]
heat-headline: ୪ ସହରର ତାପମାତ୍ରା ୪୫ଡିଗ୍ରୀ ଉପରେ [206, 1260, 547, 1354]
rashi-entry: ♋ କର୍କଟ:ସପ୍ତମସ୍ଥ ଚନ୍ଦ୍ର ହେତୁ ଦାମ୍ପତ୍ୟ ଜୀବନ ସୁଖମୟ ହେବ । ଅଂଶୀଦାରୀ କାରବାରରେ ଲାଭ । [1131, 374, 1495, 416]
tile-label: real estate [15, 486, 171, 516]
